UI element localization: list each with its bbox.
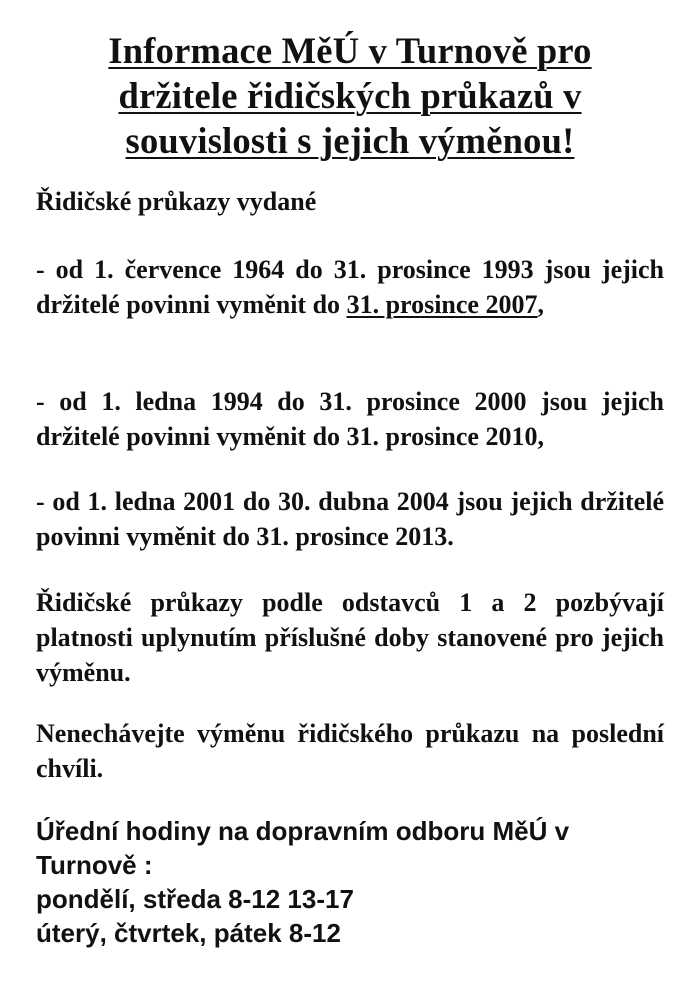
period-1-text: - od 1. července 1964 do 31. prosince 1993 jsou jejich držitelé povinni vyměnit do — [36, 255, 664, 319]
period-1 — [36, 252, 664, 322]
period-2: - od 1. ledna 1994 do 31. prosince 2000 jsou jejich držitelé povinni vyměnit do 31. prosince 2010, — [36, 387, 664, 451]
intro-text: Řidičské průkazy vydané — [36, 187, 317, 216]
period-1-deadline: 31. prosince 2007 — [346, 290, 538, 319]
office-hours-row: pondělí, středa 8-12 13-17 — [36, 884, 354, 914]
period-1-punctuation: , — [537, 290, 544, 319]
notice-title: Informace MěÚ v Turnově pro držitele řidičských průkazů v souvislosti s jejich výměnou! — [108, 30, 592, 161]
reminder-text: Nenechávejte výměnu řidičského průkazu na poslední chvíli. — [36, 719, 664, 783]
validity-note: Řidičské průkazy podle odstavců 1 a 2 pozbývají platnosti uplynutím příslušné doby stanovené pro jejich výměnu. — [36, 588, 664, 687]
office-hours-heading: Úřední hodiny na dopravním odboru MěÚ v Turnově : — [36, 816, 570, 880]
office-hours — [36, 814, 676, 950]
period-3: - od 1. ledna 2001 do 30. dubna 2004 jsou jejich držitelé povinni vyměnit do 31. prosince 2013. — [36, 487, 664, 551]
office-hours-row: úterý, čtvrtek, pátek 8-12 — [36, 918, 341, 948]
